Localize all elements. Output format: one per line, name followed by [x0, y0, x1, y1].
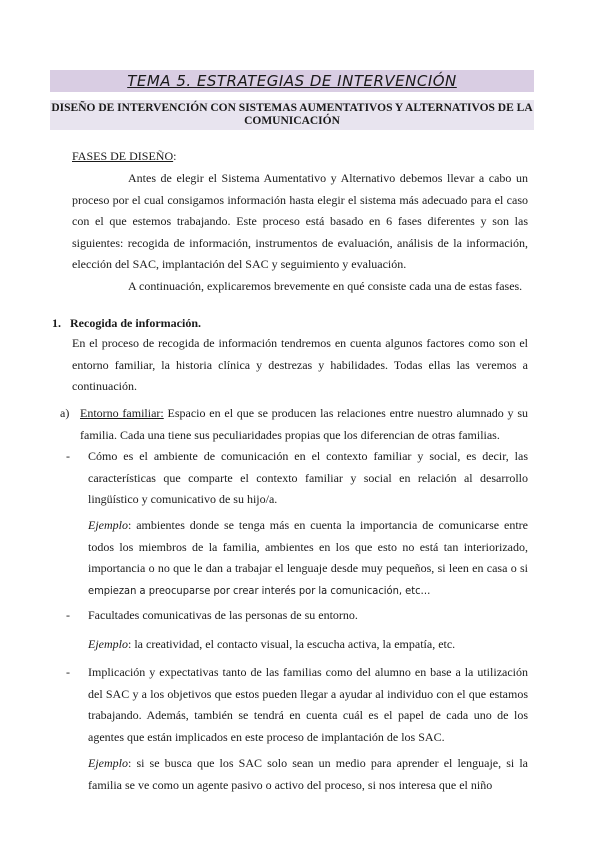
bullet-1-dash: -: [66, 449, 70, 463]
section-1-number: 1.: [52, 316, 61, 330]
item-a-description: Espacio en el que se producen las relaciones entre nuestro alumnado y su familia. Cada una tiene sus peculiaridades propias que los diferencian de otras familias.: [80, 406, 528, 442]
fases-heading-colon: :: [173, 149, 177, 163]
subtitle-line-1: DISEÑO DE INTERVENCIÓN CON SISTEMAS AUMENTATIVOS Y ALTERNATIVOS DE LA: [51, 102, 533, 114]
subtitle-line-2: COMUNICACIÓN: [244, 115, 340, 127]
bullet-1-example-text: : ambientes donde se tenga más en cuenta la importancia de comunicarse entre todos los miembros de la familia, ambientes en los que esto no está tan interiorizado, importancia o no que le dan a trabajar el lenguaje desde muy pequeños, si leen en casa o si: [88, 518, 528, 575]
item-a-text: [80, 403, 528, 446]
bullet-1-text: Cómo es el ambiente de comunicación en el contexto familiar y social, es decir, las características que comparte el contexto familiar y social en relación al desarrollo lingüístico y comunicativo de su hijo/a.: [88, 449, 528, 506]
section-1-intro: En el proceso de recogida de información tendremos en cuenta algunos factores como son el entorno familiar, la historia clínica y destrezas y habilidades. Todas ellas las veremos a continuación.: [72, 336, 528, 393]
bullet-1-example-label: Ejemplo: [88, 518, 128, 532]
fases-paragraph-2: A continuación, explicaremos brevemente en qué consiste cada una de estas fases.: [128, 279, 523, 293]
bullet-3-dash: -: [66, 665, 70, 679]
bullet-3-example: [88, 753, 528, 796]
page-subtitle: [50, 100, 534, 130]
item-a-letter: a): [60, 406, 70, 420]
bullet-2-example-label: Ejemplo: [88, 637, 128, 651]
section-1-heading: [52, 313, 528, 335]
fases-heading: FASES DE DISEÑO: [72, 149, 174, 163]
section-1-title: Recogida de información.: [70, 316, 201, 330]
item-a-label: Entorno familiar:: [80, 406, 164, 420]
bullet-3-example-label: Ejemplo: [88, 756, 128, 770]
fases-heading-block: [72, 146, 532, 168]
page-title: TEMA 5. ESTRATEGIAS DE INTERVENCIÓN: [50, 70, 534, 92]
bullet-2-text: Facultades comunicativas de las personas de su entorno.: [88, 608, 358, 622]
bullet-1-example-handwritten: empiezan a preocuparse por crear interés por la comunicación, etc…: [88, 583, 431, 597]
bullet-1-example: [88, 515, 528, 601]
bullet-3-example-text: : si se busca que los SAC solo sean un medio para aprender el lenguaje, si la familia se ve como un agente pasivo o activo del proceso, si nos interesa que el niño: [88, 756, 528, 792]
fases-paragraph-1: Antes de elegir el Sistema Aumentativo y Alternativo debemos llevar a cabo un proceso por el cual consigamos información hasta elegir el sistema más adecuado para el caso con el que estemos trabajando. Este proceso está basado en 6 fases diferentes y son las siguientes: recogida de información, instrumentos de evaluación, análisis de la información, elección del SAC, implantación del SAC y seguimiento y evaluación.: [72, 171, 528, 271]
bullet-2-example: [88, 634, 528, 656]
bullet-3-text: Implicación y expectativas tanto de las familias como del alumno en base a la utilización del SAC y a los objetivos que estos pueden llegar a ayudar al individuo con el que estamos trabajando. Además, también se tendrá en cuenta cuál es el papel de cada uno de los agentes que están implicados en este proceso de implantación de los SAC.: [88, 665, 528, 744]
bullet-2-example-text: : la creatividad, el contacto visual, la escucha activa, la empatía, etc.: [128, 637, 456, 651]
bullet-2-dash: -: [66, 608, 70, 622]
